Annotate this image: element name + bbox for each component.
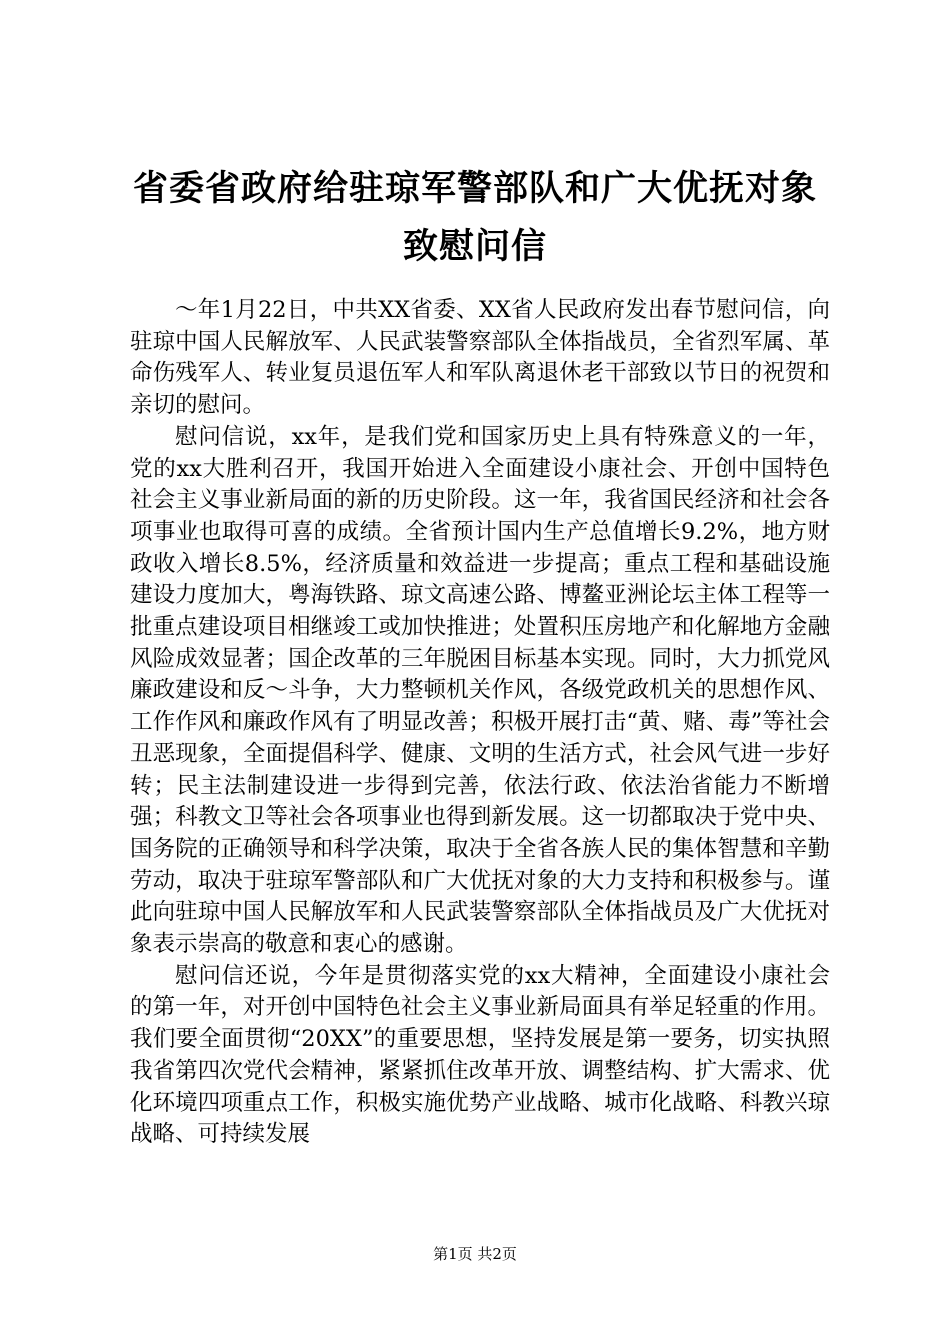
paragraph-3: 慰问信还说，今年是贯彻落实党的xx大精神，全面建设小康社会的第一年，对开创中国特色社会主义事业新局面具有举足轻重的作用。我们要全面贯彻“20XX”的重要思想，坚持发展是第一要务，切实执照我省第四次党代会精神，紧紧抓住改革开放、调整结构、扩大需求、优化环境四项重点工作，积极实施优势产业战略、城市化战略、科教兴琼战略、可持续发展 [130,962,830,1148]
paragraph-1: ～年1月22日，中共XX省委、XX省人民政府发出春节慰问信，向驻琼中国人民解放军、人民武装警察部队全体指战员，全省烈军属、革命伤残军人、转业复员退伍军人和军队离退休老干部致以节日的祝贺和亲切的慰问。 [130,297,830,419]
paragraph-2: 慰问信说，xx年，是我们党和国家历史上具有特殊意义的一年，党的xx大胜利召开，我国开始进入全面建设小康社会、开创中国特色社会主义事业新局面的新的历史阶段。这一年，我省国民经济和社会各项事业也取得可喜的成绩。全省预计国内生产总值增长9.2%，地方财政收入增长8.5%，经济质量和效益进一步提高；重点工程和基础设施建设力度加大，粤海铁路、琼文高速公路、博鳌亚洲论坛主体工程等一批重点建设项目相继竣工或加快推进；处置积压房地产和化解地方金融风险成效显著；国企改革的三年脱困目标基本实现。同时，大力抓党风廉政建设和反～斗争，大力整顿机关作风，各级党政机关的思想作风、工作作风和廉政作风有了明显改善；积极开展打击“黄、赌、毒”等社会丑恶现象，全面提倡科学、健康、文明的生活方式，社会风气进一步好转；民主法制建设进一步得到完善，依法行政、依法治省能力不断增强；科教文卫等社会各项事业也得到新发展。这一切都取决于党中央、国务院的正确领导和科学决策，取决于全省各族人民的集体智慧和辛勤劳动，取决于驻琼军警部队和广大优抚对象的大力支持和积极参与。谨此向驻琼中国人民解放军和人民武装警察部队全体指战员及广大优抚对象表示崇高的敬意和衷心的感谢。 [130,423,830,958]
page-footer: 第1页 共2页 [433,1245,517,1263]
document-body [130,295,830,1151]
document-title: 省委省政府给驻琼军警部队和广大优抚对象致慰问信 [132,169,817,267]
